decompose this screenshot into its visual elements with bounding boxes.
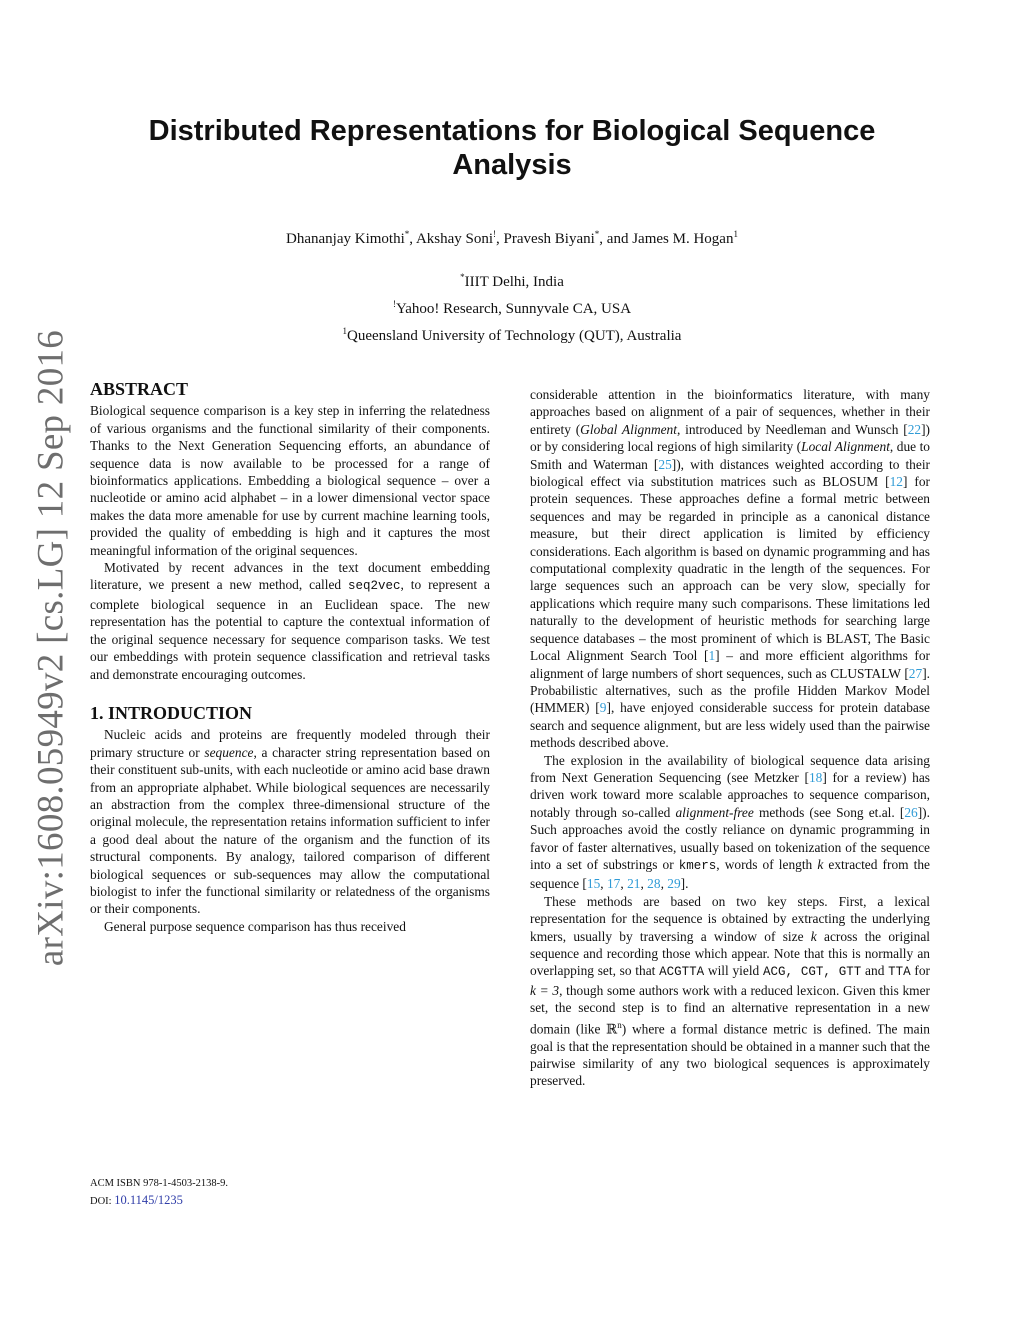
- right-column: [530, 386, 930, 1090]
- author-name: Dhananjay Kimothi: [286, 231, 405, 247]
- paper-title: Distributed Representations for Biological Sequence Analysis: [148, 115, 876, 181]
- citation-link[interactable]: 18: [808, 769, 823, 785]
- citation-link[interactable]: 12: [889, 474, 903, 490]
- intro-paragraph: General purpose sequence comparison has thus received: [104, 918, 406, 934]
- footer: [90, 1175, 228, 1210]
- citation-link[interactable]: 27: [908, 665, 923, 681]
- citation-link[interactable]: 29: [667, 876, 681, 892]
- abstract-heading: ABSTRACT: [90, 379, 189, 399]
- isbn-text: ACM ISBN 978-1-4503-2138-9.: [90, 1178, 228, 1189]
- doi-line: DOI: 10.1145/1235: [90, 1193, 183, 1207]
- abstract-paragraph: Biological sequence comparison is a key step in inferring the relatedness of various organisms and the functional similarity of their components. Thanks to the Next Generation Sequencing efforts, an abundance of sequence data is now available to be processed for a range of bioinformatics applications. Embedding a biological sequence – over a nucleotide or amino acid alphabet – in a lower dimensional vector space makes the data more amenable for use by current machine learning tools, provided the quality of embedding is high and it captures the most meaningful information of the original sequences.: [90, 403, 490, 558]
- doi-link[interactable]: 10.1145/1235: [114, 1193, 183, 1207]
- body-paragraph: The explosion in the availability of biological sequence data arising from Next Generation Sequencing (see Metzker [18] for a review) has driven work toward more scalable approaches to sequence comparison, notably through so-called alignment-free methods (see Song et.al. [26]). Such approaches avoid the costly reliance on dynamic programming in favor of faster alternatives, usually based on tokenization of the sequence into a set of substrings or kmers, words of length k extracted from the sequence [15, 17, 21, 28, 29].: [530, 752, 930, 892]
- affiliation-mark: *: [404, 229, 410, 239]
- affiliation-mark: *: [594, 229, 600, 239]
- method-name: seq2vec: [348, 579, 401, 594]
- citation-link[interactable]: 21: [627, 876, 641, 892]
- affiliation: *IIIT Delhi, India: [460, 272, 564, 290]
- author-name: James M. Hogan: [632, 231, 734, 247]
- author-list: Dhananjay Kimothi*, Akshay Soni!, Pravesh Biyani*, and James M. Hogan$^1$: [286, 229, 738, 247]
- left-column: [90, 381, 490, 935]
- citation-link[interactable]: 17: [606, 876, 621, 892]
- body-paragraph: considerable attention in the bioinformatics literature, with many approaches based on alignment of a pair of sequences, whether in their entirety (Global Alignment, introduced by Needleman and Wunsch [22]) or by considering local regions of high similarity (Local Alignment, due to Smith and Waterman [25]), with distances weighted according to their biological effect via substitution matrices such as BLOSUM [12] for protein sequences. These approaches define a formal metric between sequences and may be regarded in principle as a canonical distance measure, but their direct application is limited by efficiency considerations. Each algorithm is based on dynamic programming and has computational complexity quadratic in the length of the sequences. For large sequences such an approach can be very slow, specially for applications which require many such comparisons. These limitations led naturally to the development of heuristic methods for searching large sequence databases – the most prominent of which is BLAST, The Basic Local Alignment Search Tool [1] – and more efficient algorithms for alignment of large numbers of short sequences, such as CLUSTALW [27]. Probabilistic alternatives, such as the profile Hidden Markov Model (HMMER) [9], have enjoyed considerable success for protein database search and sequence alignment, but are less widely used than the pairwise methods described above.: [530, 387, 931, 751]
- affiliation-mark: !: [493, 229, 497, 239]
- citation-link[interactable]: 28: [647, 876, 661, 892]
- intro-paragraph: Nucleic acids and proteins are frequently modeled through their primary structure or sequence, a character string representation based on their constituent sub-units, with each nucleotide or amino acid base drawn from an appropriate alphabet. While biological sequences are necessarily an abstraction from the complex three-dimensional structure of the original molecule, the representation retains information sufficient to infer a good deal about the nature of the organism and the function of its structural components. By analogy, tailored comparison of different biological sequences or sub-sequences may allow the computational biologist to infer the functional similarity or relatedness of the organisms or their components.: [90, 727, 491, 917]
- arxiv-identifier-stamp: arXiv:1608.05949v2 [cs.LG] 12 Sep 2016: [30, 329, 72, 967]
- citation-link[interactable]: 9: [599, 700, 607, 716]
- citation-link[interactable]: 25: [658, 456, 672, 472]
- author-name: Akshay Soni: [415, 231, 494, 247]
- affiliation: $^1$Queensland University of Technology (QUT), Australia: [342, 326, 682, 344]
- author-name: Pravesh Biyani: [503, 231, 595, 247]
- citation-link[interactable]: 15: [586, 876, 601, 892]
- citation-link[interactable]: 26: [904, 804, 918, 820]
- citation-link[interactable]: 22: [907, 421, 922, 437]
- citation-link[interactable]: 1: [708, 648, 716, 664]
- body-paragraph: These methods are based on two key steps. First, a lexical representation for the sequence is obtained by extracting the underlying kmers, usually by traversing a window of size k across the original sequence and recording those which appear. Note that this is normally an overlapping set, so that ACGTTA will yield ACG, CGT, GTT and TTA for k = 3, though some authors work with a reduced lexicon. Given this kmer set, the second step is to find an alternative representation in a new domain (like ℝ$^n$) where a formal distance metric is defined. The main goal is that the representation should be obtained in a manner such that the pairwise similarity of any two biological sequences is approximately preserved.: [530, 893, 931, 1089]
- affiliation-mark: 1: [733, 229, 738, 239]
- abstract-paragraph: Motivated by recent advances in the text document embedding literature, we present a new method, called seq2vec, to represent a complete biological sequence in an Euclidean space. The new representation has the potential to capture the contextual information of the original sequence necessary for sequence comparison tasks. We test our embeddings with protein sequence classification and retrieval tasks and demonstrate encouraging outcomes.: [90, 560, 490, 682]
- introduction-heading: 1. INTRODUCTION: [90, 702, 253, 723]
- affiliation: !Yahoo! Research, Sunnyvale CA, USA: [392, 299, 632, 317]
